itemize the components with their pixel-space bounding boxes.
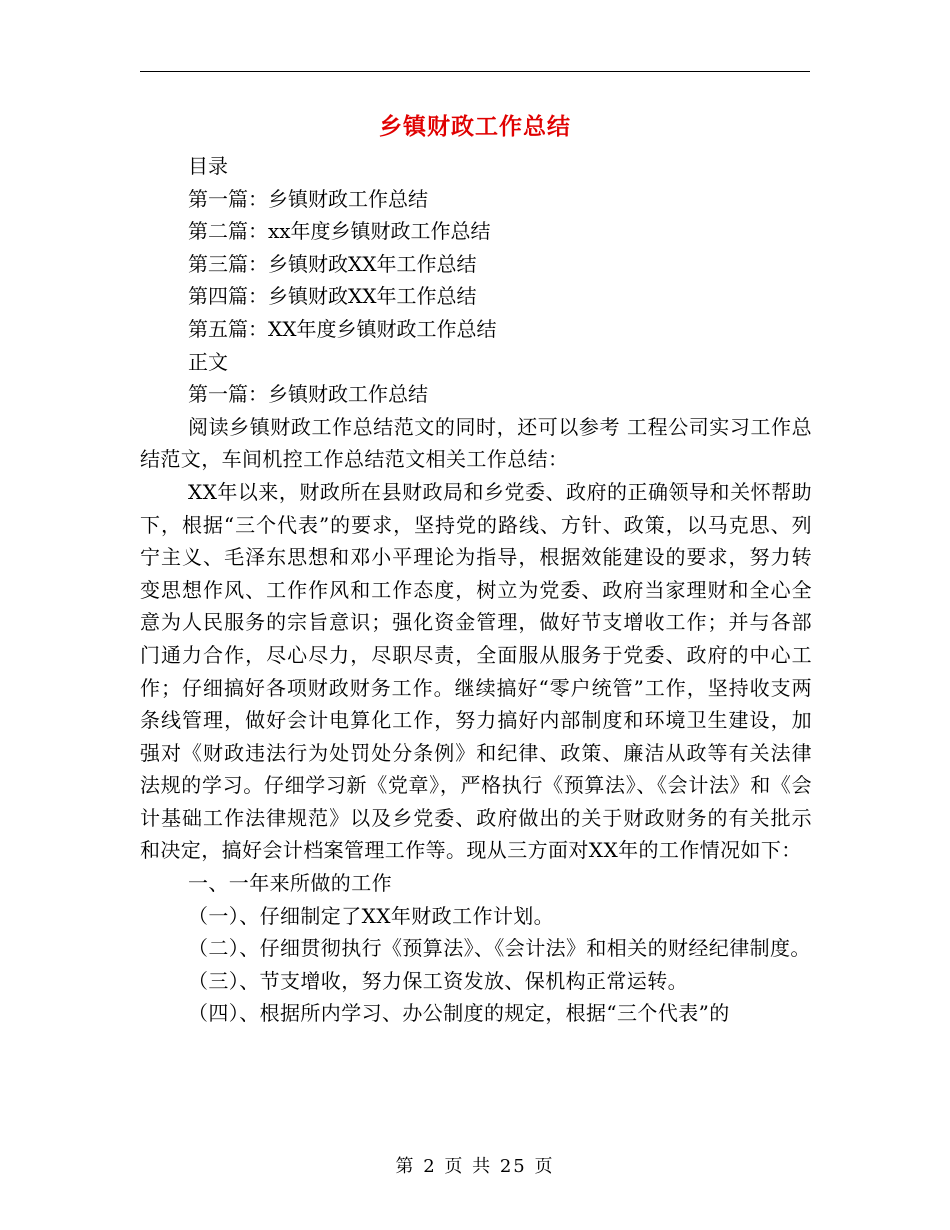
document-title: 乡镇财政工作总结 (379, 113, 571, 140)
toc-item: 第二篇：xx年度乡镇财政工作总结 (188, 219, 491, 244)
page-number: 第 2 页 共 25 页 (395, 1156, 555, 1177)
paragraph: （四）、根据所内学习、办公制度的规定，根据“三个代表”的 (188, 1001, 730, 1026)
paragraph: 一、一年来所做的工作 (188, 871, 392, 896)
section-title: 第一篇：乡镇财政工作总结 (188, 382, 428, 407)
paragraph: （二）、仔细贯彻执行《预算法》、《会计法》和相关的财经纪律制度。 (188, 936, 811, 961)
toc-item: 第四篇：乡镇财政XX年工作总结 (188, 284, 477, 309)
toc-item: 第三篇：乡镇财政XX年工作总结 (188, 251, 477, 276)
paragraph: 阅读乡镇财政工作总结范文的同时，还可以参考 工程公司实习工作总结范文，车间机控工作总结范文相关工作总结： (140, 414, 812, 472)
paragraph: （三）、节支增收，努力保工资发放、保机构正常运转。 (188, 968, 688, 993)
paragraph: （一）、仔细制定了XX年财政工作计划。 (188, 903, 555, 928)
toc-item: 第五篇：XX年度乡镇财政工作总结 (188, 316, 497, 341)
body-heading: 正文 (188, 349, 228, 374)
header-rule (140, 71, 810, 72)
paragraph: XX年以来，财政所在县财政局和乡党委、政府的正确领导和关怀帮助下，根据“三个代表”的要求，坚持党的路线、方针、政策，以马克思、列宁主义、毛泽东思想和邓小平理论为指导，根据效能建设的要求，努力转变思想作风、工作作风和工作态度，树立为党委、政府当家理财和全心全意为人民服务的宗旨意识；强化资金管理，做好节支增收工作；并与各部门通力合作，尽心尽力，尽职尽责，全面服从服务于党委、政府的中心工作；仔细搞好各项财政财务工作。继续搞好“零户统管”工作，坚持收支两条线管理，做好会计电算化工作，努力搞好内部制度和环境卫生建设，加强对《财政违法行为处罚处分条例》和纪律、政策、廉洁从政等有关法律法规的学习。仔细学习新《党章》，严格执行《预算法》、《会计法》和《会计基础工作法律规范》以及乡党委、政府做出的关于财政财务的有关批示和决定，搞好会计档案管理工作等。现从三方面对XX年的工作情况如下： (140, 479, 812, 863)
toc-heading: 目录 (188, 154, 228, 178)
toc-item: 第一篇：乡镇财政工作总结 (188, 186, 428, 211)
document-body (140, 150, 812, 1030)
